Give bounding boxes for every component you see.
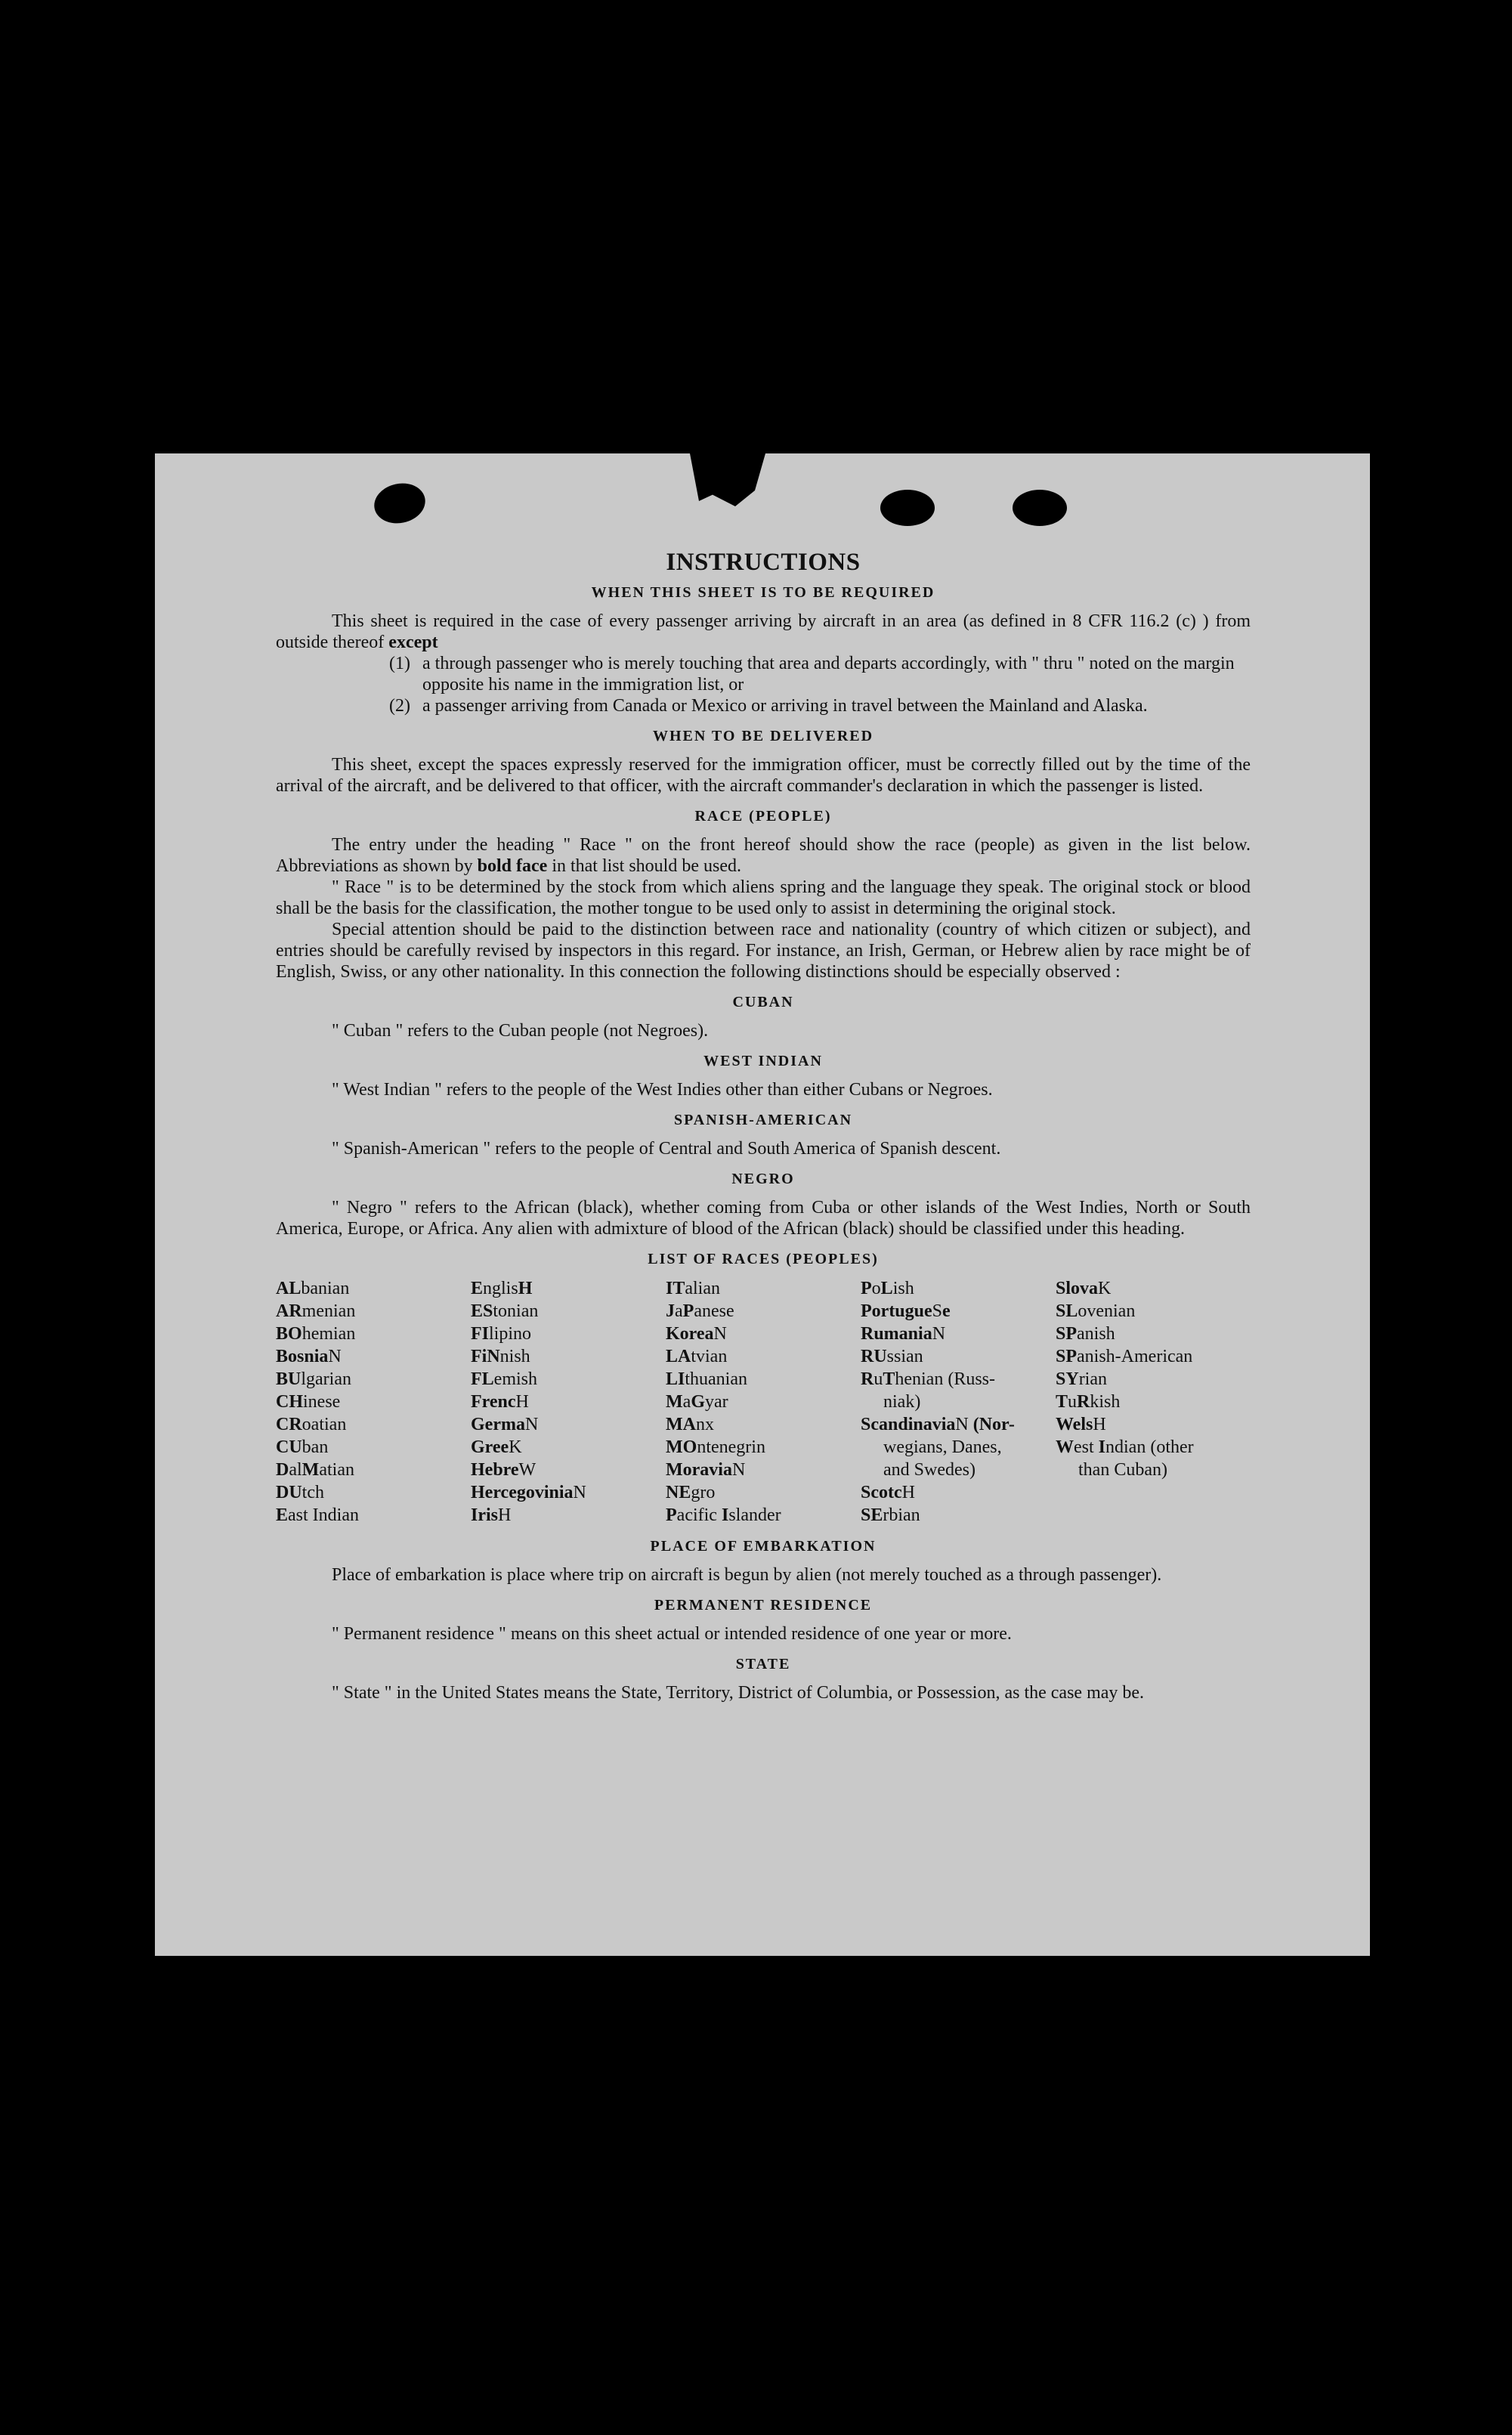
race-entry: ARmenian <box>276 1301 356 1321</box>
state-text: " State " in the United States means the State, Territory, District of Columbia, or Possession, as the case may be. <box>332 1683 1145 1703</box>
race-paragraph-2: " Race " is to be determined by the stock from which aliens spring and the language they speak. The original stock or blood shall be the basis for the classification, the mother tongue to be used only to assist in determining the original stock. <box>276 877 1251 918</box>
race-entry: SPanish-American <box>1056 1347 1193 1366</box>
when-delivered-text: This sheet, except the spaces expressly reserved for the immigration officer, must be correctly filled out by the time of the arrival of the aircraft, and be delivered to that officer, with the aircraft commander's declaration in which the passenger is listed. <box>276 755 1251 796</box>
race-entry: MOntenegrin <box>666 1437 765 1457</box>
race-entry: FrencH <box>471 1392 529 1412</box>
race-entry: CHinese <box>276 1392 341 1412</box>
race-entry: East Indian <box>276 1505 359 1525</box>
race-entry: MaGyar <box>666 1392 728 1412</box>
race-entry: FLemish <box>471 1369 537 1389</box>
race-entry: DalMatian <box>276 1460 354 1480</box>
punch-hole <box>1013 490 1067 526</box>
race-entry: LAtvian <box>666 1347 728 1366</box>
section-heading-when-delivered: WHEN TO BE DELIVERED <box>652 728 874 744</box>
when-required-intro: This sheet is required in the case of every passenger arriving by aircraft in an area (as defined in 8 CFR 116.2 (c) ) from outside thereof except <box>276 611 1251 652</box>
race-entry: BOhemian <box>276 1324 356 1344</box>
race-entry: SErbian <box>861 1505 920 1525</box>
race-entry: EnglisH <box>471 1279 533 1298</box>
race-entry: CUban <box>276 1437 329 1457</box>
section-heading-spanish-american: SPANISH-AMERICAN <box>673 1112 853 1128</box>
race-entry: EStonian <box>471 1301 539 1321</box>
race-entry: SLovenian <box>1056 1301 1136 1321</box>
race-entry: NEgro <box>666 1483 716 1502</box>
race-entry: West Indian (other <box>1056 1437 1194 1457</box>
exception-item: (1) a through passenger who is merely touching that area and departs accordingly, with " thru " noted on the margin opposite his name in the immigration list, or <box>389 654 1235 695</box>
race-column <box>471 1277 666 1527</box>
negro-text: " Negro " refers to the African (black), whether coming from Cuba or other islands of the West Indies, North or South America, Europe, or Africa. Any alien with admixture of blood of the African (black) should be classified under this heading. <box>276 1198 1251 1239</box>
section-heading-embarkation: PLACE OF EMBARKATION <box>650 1538 877 1555</box>
race-entry: RumaniaN <box>861 1324 946 1344</box>
cuban-text: " Cuban " refers to the Cuban people (not Negroes). <box>332 1021 709 1041</box>
race-entry: RUssian <box>861 1347 923 1366</box>
race-entry: Pacific Islander <box>666 1505 781 1525</box>
page-title: INSTRUCTIONS <box>666 549 861 576</box>
race-entry: GreeK <box>471 1437 522 1457</box>
race-entry: than Cuban) <box>1078 1460 1167 1480</box>
embarkation-text: Place of embarkation is place where trip on aircraft is begun by alien (not merely touched as a through passenger). <box>332 1565 1162 1585</box>
race-entry: PortugueSe <box>861 1301 951 1321</box>
section-heading-race: RACE (PEOPLE) <box>694 808 832 825</box>
race-entry: IrisH <box>471 1505 512 1525</box>
race-entry: SYrian <box>1056 1369 1107 1389</box>
race-entry: niak) <box>883 1392 921 1412</box>
torn-edge <box>690 453 765 506</box>
spanish-american-text: " Spanish-American " refers to the people of Central and South America of Spanish descent. <box>332 1139 1001 1159</box>
race-entry: MoraviaN <box>666 1460 746 1480</box>
race-entry: MAnx <box>666 1415 714 1434</box>
exception-item: (2) a passenger arriving from Canada or Mexico or arriving in travel between the Mainland and Alaska. <box>389 696 1148 716</box>
race-entry: PoLish <box>861 1279 914 1298</box>
race-entry: RuThenian (Russ- <box>861 1369 996 1389</box>
race-entry: BUlgarian <box>276 1369 351 1389</box>
section-heading-list-of-races: LIST OF RACES (PEOPLES) <box>648 1251 879 1267</box>
permanent-residence-text: " Permanent residence " means on this sheet actual or intended residence of one year or more. <box>332 1624 1012 1644</box>
race-entry: SPanish <box>1056 1324 1115 1344</box>
race-entry: DUtch <box>276 1483 324 1502</box>
list-of-races <box>276 1277 1251 1527</box>
race-entry: GermaN <box>471 1415 539 1434</box>
race-entry: ITalian <box>666 1279 720 1298</box>
race-entry: KoreaN <box>666 1324 727 1344</box>
document-body <box>276 549 1251 1703</box>
section-heading-permanent-residence: PERMANENT RESIDENCE <box>654 1597 873 1614</box>
instruction-sheet <box>155 453 1370 1956</box>
race-entry: wegians, Danes, <box>883 1437 1002 1457</box>
race-column <box>861 1277 1056 1527</box>
section-heading-when-required: WHEN THIS SHEET IS TO BE REQUIRED <box>591 584 935 601</box>
race-entry: WelsH <box>1056 1415 1106 1434</box>
race-entry: JaPanese <box>666 1301 734 1321</box>
section-heading-negro: NEGRO <box>731 1171 795 1187</box>
race-entry: CRoatian <box>276 1415 347 1434</box>
race-entry: HebreW <box>471 1460 536 1480</box>
race-paragraph-1: The entry under the heading " Race " on the front hereof should show the race (people) as given in the list below. Abbreviations as shown by bold face in that list should be used. <box>276 835 1251 876</box>
section-heading-cuban: CUBAN <box>732 994 794 1010</box>
race-entry: FIlipino <box>471 1324 532 1344</box>
race-column <box>276 1277 471 1527</box>
race-column <box>1056 1277 1251 1527</box>
race-entry: ALbanian <box>276 1279 350 1298</box>
race-entry: BosniaN <box>276 1347 342 1366</box>
section-heading-west-indian: WEST INDIAN <box>703 1053 823 1069</box>
race-entry: FiNnish <box>471 1347 530 1366</box>
punch-hole <box>880 490 935 526</box>
race-entry: and Swedes) <box>883 1460 976 1480</box>
race-entry: LIthuanian <box>666 1369 747 1389</box>
race-paragraph-3: Special attention should be paid to the distinction between race and nationality (country of which citizen or subject), and entries should be carefully revised by inspectors in this regard. For instance, an Irish, German, or Hebrew alien by race might be of English, Swiss, or any other nationality. In this connection the following distinctions should be especially observed : <box>276 920 1251 982</box>
west-indian-text: " West Indian " refers to the people of the West Indies other than either Cubans or Negroes. <box>332 1080 993 1100</box>
race-entry: TuRkish <box>1056 1392 1121 1412</box>
section-heading-state: STATE <box>735 1656 791 1672</box>
race-entry: ScandinaviaN (Nor- <box>861 1415 1015 1434</box>
race-entry: SlovaK <box>1056 1279 1112 1298</box>
race-entry: ScotcH <box>861 1483 915 1502</box>
race-column <box>666 1277 861 1527</box>
race-entry: HercegoviniaN <box>471 1483 586 1502</box>
punch-hole <box>370 478 428 528</box>
